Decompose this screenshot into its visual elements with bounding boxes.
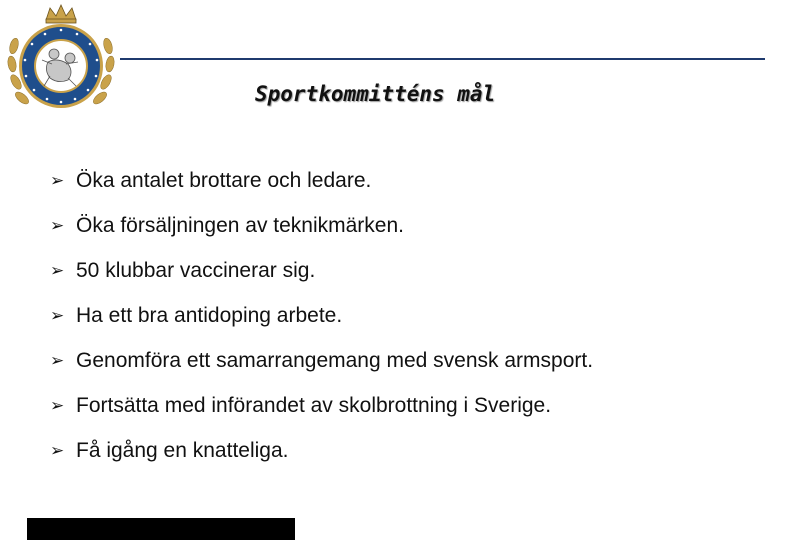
- federation-logo: [2, 2, 120, 120]
- slide-title: Sportkommitténs mål: [255, 82, 496, 106]
- bullet-text: Få igång en knatteliga.: [76, 438, 289, 462]
- list-item: [50, 383, 593, 428]
- arrow-bullet-icon: ➢: [50, 260, 65, 280]
- bullet-text: Genomföra ett samarrangemang med svensk armsport.: [76, 348, 594, 372]
- arrow-bullet-icon: ➢: [50, 215, 65, 235]
- arrow-bullet-icon: ➢: [50, 395, 65, 415]
- list-item: [50, 428, 593, 473]
- list-item: [50, 338, 593, 383]
- list-item: [50, 293, 593, 338]
- arrow-bullet-icon: ➢: [50, 350, 65, 370]
- list-item: [50, 158, 593, 203]
- footer-bar: [27, 518, 295, 540]
- list-item: [50, 203, 593, 248]
- bullet-text: Ha ett bra antidoping arbete.: [76, 303, 343, 327]
- bullet-text: Öka antalet brottare och ledare.: [76, 168, 372, 192]
- bullet-text: Fortsätta med införandet av skolbrottning i Sverige.: [76, 393, 552, 417]
- wrestlers-emblem-icon: [2, 2, 120, 120]
- arrow-bullet-icon: ➢: [50, 170, 65, 190]
- bullet-text: Öka försäljningen av teknikmärken.: [76, 213, 404, 237]
- arrow-bullet-icon: ➢: [50, 305, 65, 325]
- arrow-bullet-icon: ➢: [50, 440, 65, 460]
- bullet-list: [50, 158, 593, 473]
- list-item: [50, 248, 593, 293]
- bullet-text: 50 klubbar vaccinerar sig.: [76, 258, 316, 282]
- header-rule: [120, 58, 765, 60]
